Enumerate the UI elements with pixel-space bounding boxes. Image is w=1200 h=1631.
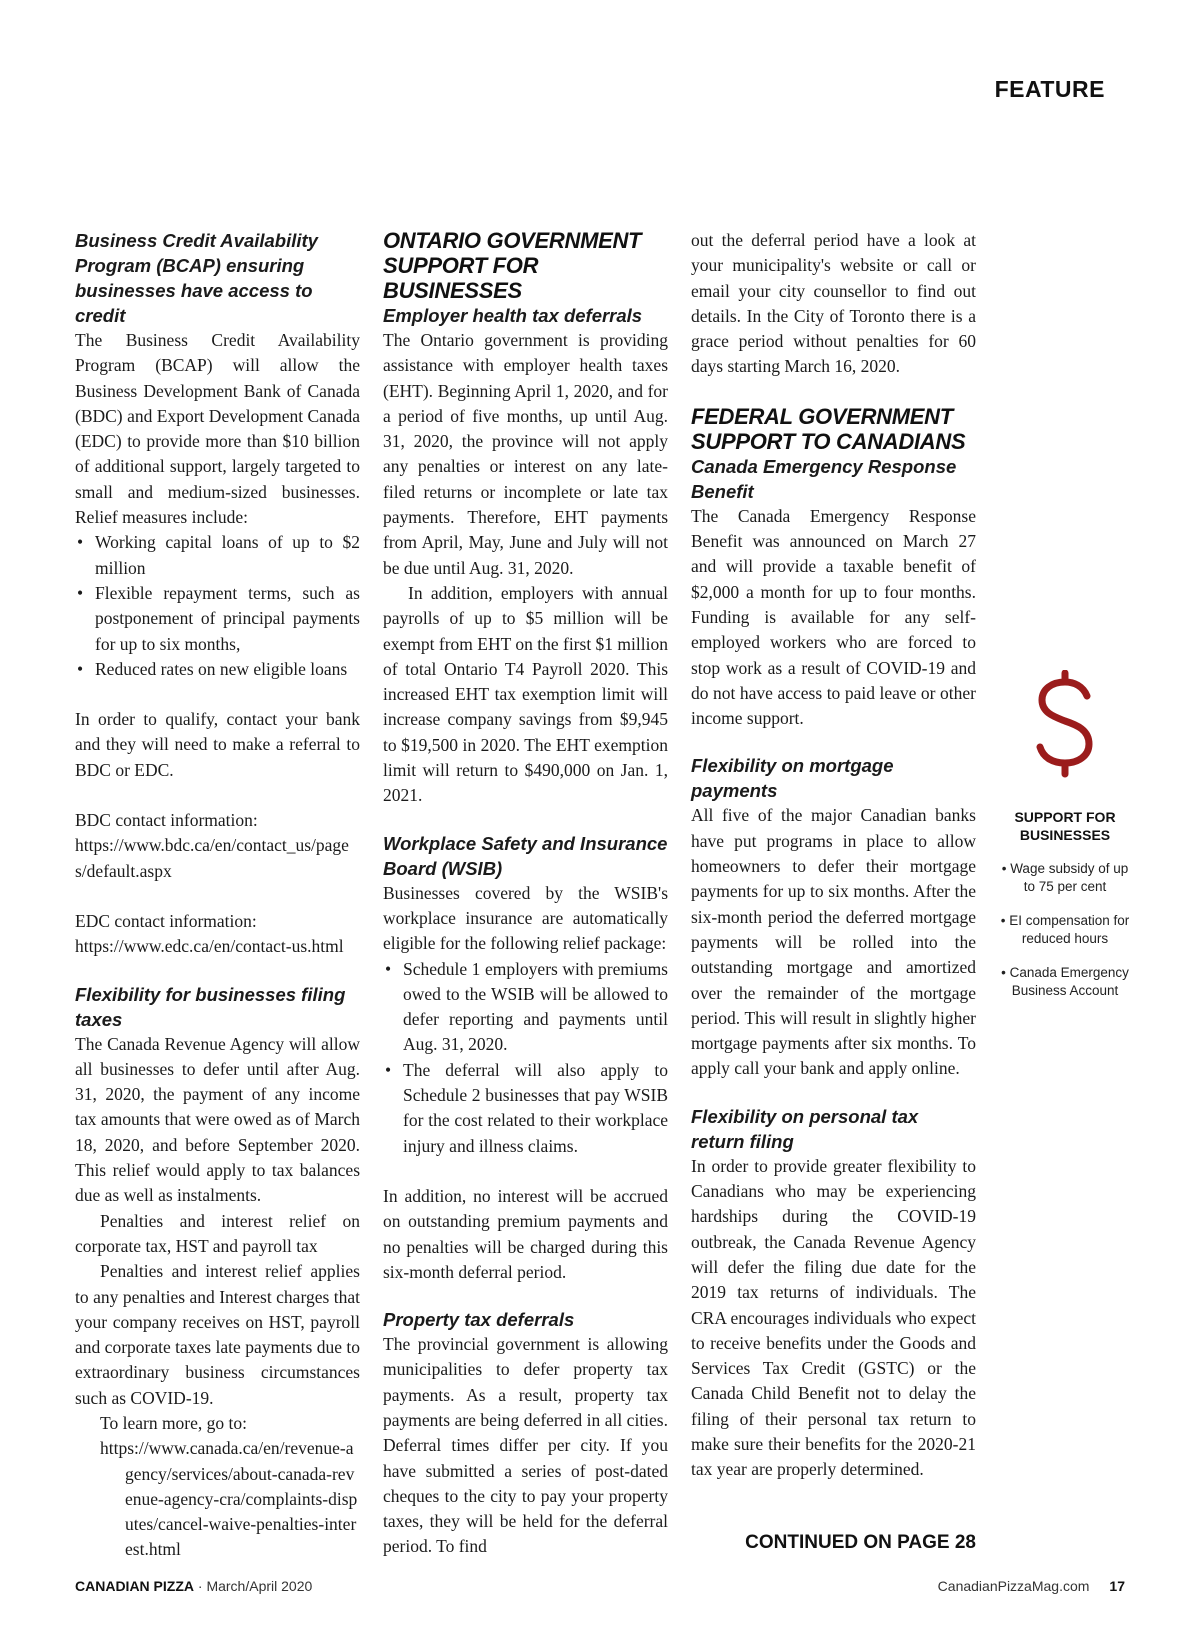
wsib-heading: Workplace Safety and Insurance Board (WSIB) bbox=[383, 832, 668, 879]
magazine-name: CANADIAN PIZZA bbox=[75, 1578, 194, 1594]
property-tax-continued: out the deferral period have a look at your municipality's website or call or email your city counsellor to find out details. In the City of Toronto there is a grace period without penalties for 60 days starting March 16, 2020. bbox=[691, 230, 976, 377]
wsib-bullet-list bbox=[383, 957, 668, 1159]
property-tax-paragraph: The provincial government is allowing municipalities to defer property tax payments. As a result, property tax payments are being deferred in all cities. Deferral times differ per city. If you have submitted a series of post-dated cheques to the city to pay your property taxes, they will be held for the deferral period. To find bbox=[383, 1334, 668, 1557]
edc-contact-link[interactable]: https://www.edc.ca/en/contact-us.html bbox=[75, 936, 344, 957]
mortgage-heading: Flexibility on mortgage payments bbox=[691, 755, 894, 802]
issue-date: · March/April 2020 bbox=[194, 1578, 313, 1594]
column-3 bbox=[691, 228, 976, 1483]
bcap-paragraph: The Business Credit Availability Program (BCAP) will allow the Business Development Bank of Canada (BDC) and Export Development Canada (EDC) to provide more than $10 billion of additional support, largely targeted to small and medium-sized businesses. Relief measures include: bbox=[75, 330, 360, 528]
list-item: • The deferral will also apply to Schedule 2 businesses that pay WSIB for the cost related to their workplace injury and illness claims. bbox=[383, 1058, 668, 1159]
eht-heading: Employer health tax deferrals bbox=[383, 305, 643, 326]
support-sidebar bbox=[995, 670, 1135, 1016]
learn-more-label: To learn more, go to: bbox=[100, 1412, 247, 1433]
sidebar-title: SUPPORT FOR BUSINESSES bbox=[1014, 809, 1116, 843]
personal-tax-heading: Flexibility on personal tax return filing bbox=[691, 1105, 919, 1152]
penalties-paragraph: Penalties and interest relief applies to any penalties and Interest charges that your company receives on HST, payroll and corporate taxes late payments due to extraordinary business circumstances such as COVID-19. bbox=[75, 1261, 360, 1408]
qualify-paragraph: In order to qualify, contact your bank and they will need to make a referral to BDC or EDC. bbox=[75, 709, 360, 780]
list-item: • Flexible repayment terms, such as postponement of principal payments for up to six months, bbox=[75, 581, 360, 657]
personal-tax-paragraph: In order to provide greater flexibility to Canadians who may be experiencing hardships during the COVID-19 outbreak, the Canada Revenue Agency will defer the filing due date for the 2019 tax returns of individuals. The CRA encourages individuals who expect to receive benefits under the Goods and Services Tax Credit (GSTC) or the Canada Child Benefit not to delay the filing of their personal tax return to make sure their benefits for the 2020-21 tax year are properly determined. bbox=[691, 1155, 976, 1480]
ontario-section-title: ONTARIO GOVERNMENT SUPPORT FOR BUSINESSES bbox=[383, 228, 642, 303]
dollar-icon bbox=[1029, 670, 1101, 778]
federal-section-title: FEDERAL GOVERNMENT SUPPORT TO CANADIANS bbox=[691, 403, 966, 454]
eht-paragraph-2: In addition, employers with annual payrolls of up to $5 million will be exempt from EHT on the first $1 million of total Ontario T4 Payroll 2020. This increased EHT tax exemption limit will increase company savings from $9,945 to $19,500 in 2020. The EHT exemption limit will return to $490,000 on Jan. 1, 2021. bbox=[383, 582, 668, 806]
footer-right bbox=[938, 1578, 1125, 1594]
edc-contact-label: EDC contact information: bbox=[75, 910, 257, 931]
bcap-bullet-list bbox=[75, 530, 360, 682]
learn-more-link[interactable]: https://www.canada.ca/en/revenue-agency/services/about-canada-revenue-agency-cra/complaints-disputes/cancel-waive-penalties-interest.html bbox=[100, 1438, 358, 1560]
list-item: • Reduced rates on new eligible loans bbox=[75, 657, 360, 682]
column-2 bbox=[383, 228, 668, 1560]
cerb-heading: Canada Emergency Response Benefit bbox=[691, 455, 957, 502]
penalties-heading: Penalties and interest relief on corporate tax, HST and payroll tax bbox=[75, 1210, 360, 1256]
cerb-paragraph: The Canada Emergency Response Benefit was announced on March 27 and will provide a taxable benefit of $2,000 a month for up to four months. Funding is available for any self-employed workers who are forced to stop work as a result of COVID-19 and do not have access to paid leave or other income support. bbox=[691, 505, 976, 729]
bcap-heading: Business Credit Availability Program (BCAP) ensuring businesses have access to credit bbox=[75, 230, 318, 326]
sidebar-item: • Canada Emergency Business Account bbox=[1001, 965, 1129, 998]
list-item: • Schedule 1 employers with premiums owed to the WSIB will be allowed to defer reporting and payments until Aug. 31, 2020. bbox=[383, 957, 668, 1058]
sidebar-item: • Wage subsidy of up to 75 per cent bbox=[1001, 861, 1129, 894]
list-item: • Working capital loans of up to $2 million bbox=[75, 530, 360, 581]
feature-label: FEATURE bbox=[994, 76, 1105, 102]
wsib-paragraph: Businesses covered by the WSIB's workplace insurance are automatically eligible for the following relief package: bbox=[383, 882, 668, 954]
sidebar-item: • EI compensation for reduced hours bbox=[1000, 913, 1130, 946]
eht-paragraph: The Ontario government is providing assistance with employer health taxes (EHT). Beginning April 1, 2020, and for a period of five months, up until Aug. 31, 2020, the province will not apply any penalties or interest on any late-filed returns or incomplete or late tax payments. Therefore, EHT payments from April, May, June and July will not be due until Aug. 31, 2020. bbox=[383, 330, 668, 578]
column-1 bbox=[75, 228, 360, 1563]
tax-flexibility-heading: Flexibility for businesses filing taxes bbox=[75, 983, 346, 1030]
mortgage-paragraph: All five of the major Canadian banks have put programs in place to allow homeowners to defer their mortgage payments for up to six months. After the six-month period the deferred mortgage payments will be rolled into the outstanding mortgage and amortized over the remainder of the mortgage period. This will result in slightly higher mortgage payments after six months. To apply call your bank and apply online. bbox=[691, 805, 976, 1079]
footer-left bbox=[75, 1578, 312, 1594]
wsib-paragraph-2: In addition, no interest will be accrued on outstanding premium payments and no penalties will be charged during this six-month deferral period. bbox=[383, 1185, 668, 1282]
bdc-contact-label: BDC contact information: bbox=[75, 810, 258, 831]
page-footer bbox=[75, 1578, 1125, 1600]
page-number: 17 bbox=[1109, 1578, 1125, 1594]
tax-flexibility-paragraph: The Canada Revenue Agency will allow all businesses to defer until after Aug. 31, 2020, the payment of any income tax amounts that were owed as of March 18, 2020, and before September 2020. This relief would apply to tax balances due as well as instalments. bbox=[75, 1033, 360, 1206]
bdc-contact-link[interactable]: https://www.bdc.ca/en/contact_us/pages/default.aspx bbox=[75, 835, 349, 881]
continued-on-page[interactable]: CONTINUED ON PAGE 28 bbox=[745, 1532, 976, 1553]
property-tax-heading: Property tax deferrals bbox=[383, 1309, 575, 1331]
website-link[interactable]: CanadianPizzaMag.com bbox=[937, 1578, 1090, 1594]
